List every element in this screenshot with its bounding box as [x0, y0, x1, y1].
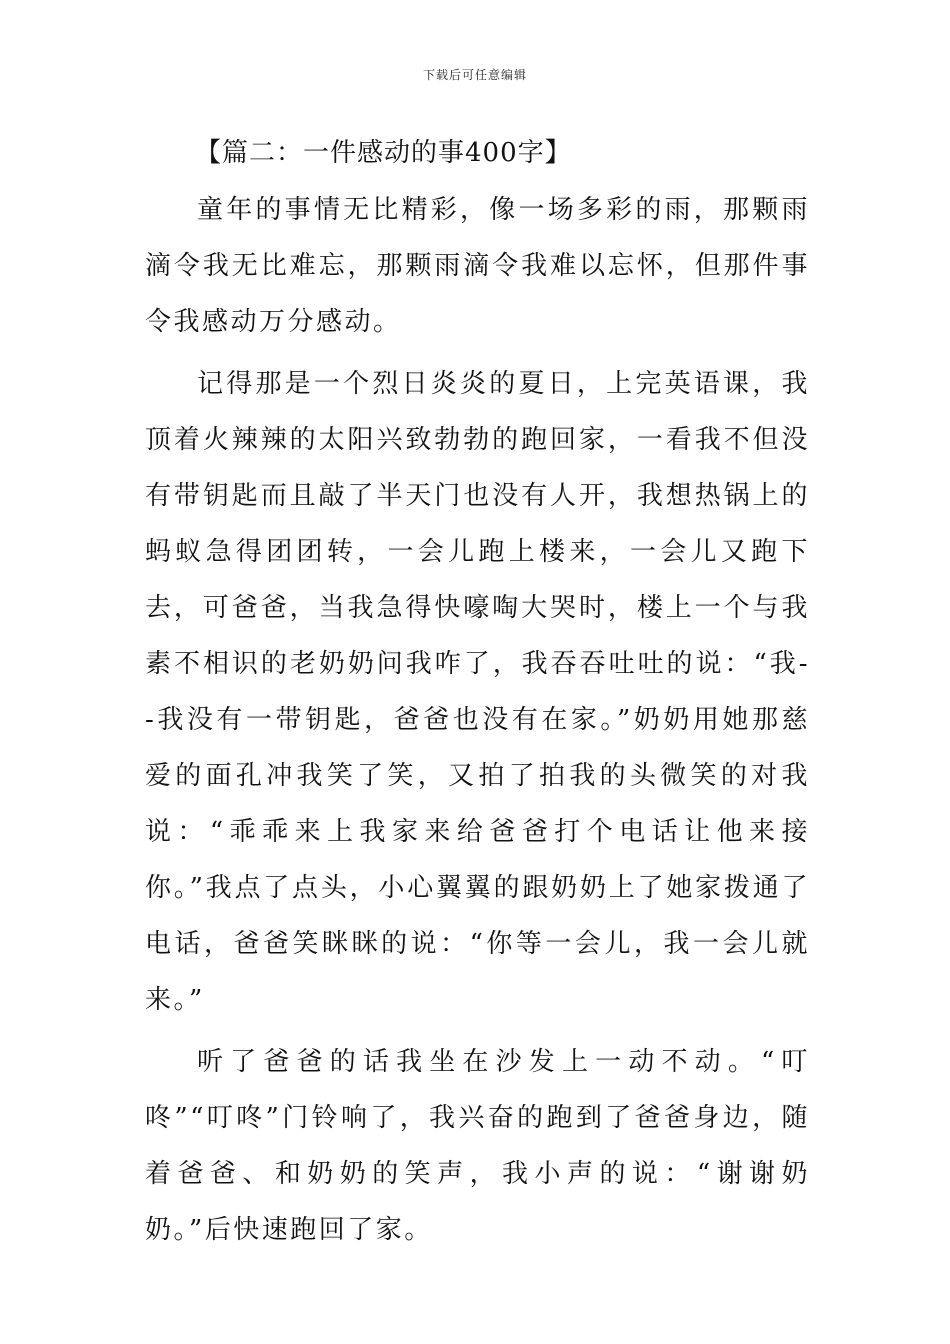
document-body	[145, 126, 810, 1258]
paragraph-3: 听了爸爸的话我坐在沙发上一动不动。“叮咚”“叮咚”门铃响了，我兴奋的跑到了爸爸身边，随着爸爸、和奶奶的笑声，我小声的说：“谢谢奶奶。”后快速跑回了家。	[145, 1047, 810, 1245]
paragraph-1: 童年的事情无比精彩，像一场多彩的雨，那颗雨滴令我无比难忘，那颗雨滴令我难以忘怀，但那件事令我感动万分感动。	[145, 195, 810, 337]
paragraph-2: 记得那是一个烈日炎炎的夏日，上完英语课，我顶着火辣辣的太阳兴致勃勃的跑回家，一看我不但没有带钥匙而且敲了半天门也没有人开，我想热锅上的蚂蚁急得团团转，一会儿跑上楼来，一会儿又跑下去，可爸爸，当我急得快嚎啕大哭时，楼上一个与我素不相识的老奶奶问我咋了，我吞吞吐吐的说：“我--我没有一带钥匙，爸爸也没有在家。”奶奶用她那慈爱的面孔冲我笑了笑，又拍了拍我的头微笑的对我说：“乖乖来上我家来给爸爸打个电话让他来接你。”我点了点头，小心翼翼的跟奶奶上了她家拨通了电话，爸爸笑眯眯的说：“你等一会儿，我一会儿就来。”	[145, 369, 810, 1015]
document-title: 【篇二：一件感动的事400字】	[195, 138, 572, 168]
header-note: 下载后可任意编辑	[422, 68, 527, 82]
